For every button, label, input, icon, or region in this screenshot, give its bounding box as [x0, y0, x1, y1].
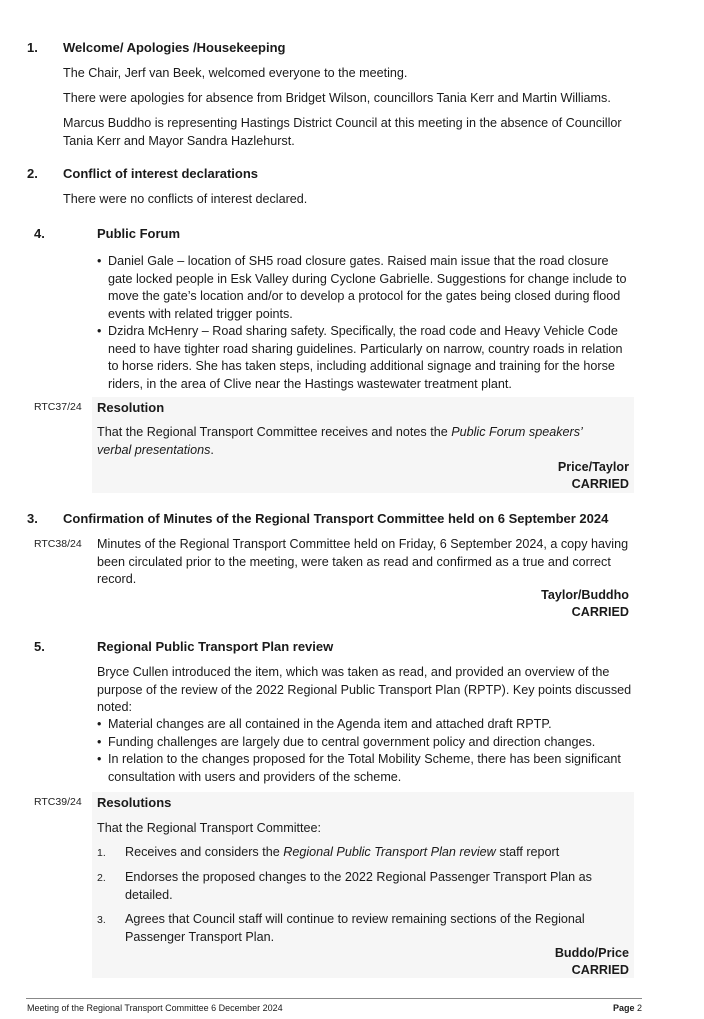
rptp-item-1-text	[125, 844, 625, 862]
minutes-resolution-movers: Taylor/Buddho	[541, 588, 629, 602]
section-5-number: 5.	[34, 639, 45, 654]
section-5-title: Regional Public Transport Plan review	[97, 639, 334, 654]
resolution-text-plain: That the Regional Transport Committee receives and notes the	[97, 425, 452, 439]
footer-page-number: 2	[636, 1003, 642, 1013]
rptp-resolutions-lead: That the Regional Transport Committee:	[97, 821, 321, 835]
resolution-movers: Price/Taylor	[557, 460, 629, 474]
public-forum-list	[97, 253, 635, 393]
rptp-item-3-number: 3.	[97, 914, 106, 926]
footer-page-label: Page	[612, 1003, 635, 1013]
resolution-text-end: .	[210, 442, 214, 457]
footer-page	[580, 1003, 642, 1013]
resolution-title: Resolution	[97, 400, 165, 415]
minutes-resolution-ref: RTC38/24	[34, 538, 82, 550]
minutes-resolution-text: Minutes of the Regional Transport Committee held on Friday, 6 September 2024, a copy having been circulated prior to the meeting, were taken as read and confirmed as a true and correct record.	[97, 537, 629, 586]
section-3-title: Confirmation of Minutes of the Regional Transport Committee held on 6 September 2024	[63, 511, 609, 526]
resolution-text	[97, 424, 617, 459]
section-1-number: 1.	[27, 40, 38, 55]
section-5-intro: Bryce Cullen introduced the item, which was taken as read, and provided an overview of the purpose of the review of the 2022 Regional Public Transport Plan (RPTP). Key points discussed noted:	[97, 665, 632, 714]
rptp-points-list	[97, 716, 635, 786]
section-2-title: Conflict of interest declarations	[63, 166, 259, 181]
list-item: • Daniel Gale – location of SH5 road closure gates. Raised main issue that the road closure gate locked people in Esk Valley during Cyclone Gabrielle. Suggestions for change include to move the gate’s location and/or to develop a protocol for the gates being closed during flood events with related trigger points.	[97, 253, 635, 323]
rptp-item-1-number: 1.	[97, 847, 106, 859]
section-1-para-3: Marcus Buddho is representing Hastings District Council at this meeting in the absence of Councillor Tania Kerr and Mayor Sandra Hazlehurst.	[63, 116, 622, 148]
section-1-title: Welcome/ Apologies /Housekeeping	[63, 40, 286, 55]
footer-meeting-label: Meeting of the Regional Transport Committee 6 December 2024	[27, 1003, 283, 1013]
section-3-number: 3.	[27, 511, 38, 526]
rptp-resolutions-status: CARRIED	[571, 963, 629, 977]
resolution-status: CARRIED	[571, 477, 629, 491]
list-item: • Material changes are all contained in the Agenda item and attached draft RPTP.	[97, 716, 635, 734]
rptp-item-2-number: 2.	[97, 872, 106, 884]
section-1-para-2: There were apologies for absence from Bridget Wilson, councillors Tania Kerr and Martin Williams.	[63, 91, 611, 105]
list-item: • In relation to the changes proposed for the Total Mobility Scheme, there has been significant consultation with users and providers of the scheme.	[97, 751, 635, 786]
rptp-item-3-text: Agrees that Council staff will continue to review remaining sections of the Regional Passenger Transport Plan.	[125, 912, 585, 944]
rptp-item-1-end: staff report	[495, 845, 560, 859]
resolution-ref: RTC37/24	[34, 401, 82, 413]
rptp-item-1-plain: Receives and considers the	[125, 845, 284, 859]
footer-rule	[26, 998, 642, 999]
resolution-text-italic: Public Forum speakers’ verbal presentations	[97, 425, 583, 457]
section-2-number: 2.	[27, 166, 38, 181]
rptp-resolutions-movers: Buddo/Price	[554, 946, 629, 960]
section-2-para: There were no conflicts of interest declared.	[63, 192, 308, 206]
rptp-item-2-text: Endorses the proposed changes to the 2022 Regional Passenger Transport Plan as detailed.	[125, 870, 592, 902]
list-item: • Dzidra McHenry – Road sharing safety. Specifically, the road code and Heavy Vehicle Code need to have tighter road sharing guidelines. Particularly on narrow, country roads in relation to horse riders. She has taken steps, including additional signage and training for the horse riders, in the area of Clive near the Hastings wastewater treatment plant.	[97, 323, 635, 393]
rptp-item-1-italic: Regional Public Transport Plan review	[283, 845, 496, 859]
minutes-resolution-status: CARRIED	[571, 605, 629, 619]
section-4-number: 4.	[34, 226, 45, 241]
rptp-resolutions-ref: RTC39/24	[34, 796, 82, 808]
rptp-resolutions-title: Resolutions	[97, 795, 172, 810]
section-4-title: Public Forum	[97, 226, 181, 241]
list-item: • Funding challenges are largely due to central government policy and direction changes.	[97, 734, 635, 752]
section-1-para-1: The Chair, Jerf van Beek, welcomed everyone to the meeting.	[63, 66, 408, 80]
